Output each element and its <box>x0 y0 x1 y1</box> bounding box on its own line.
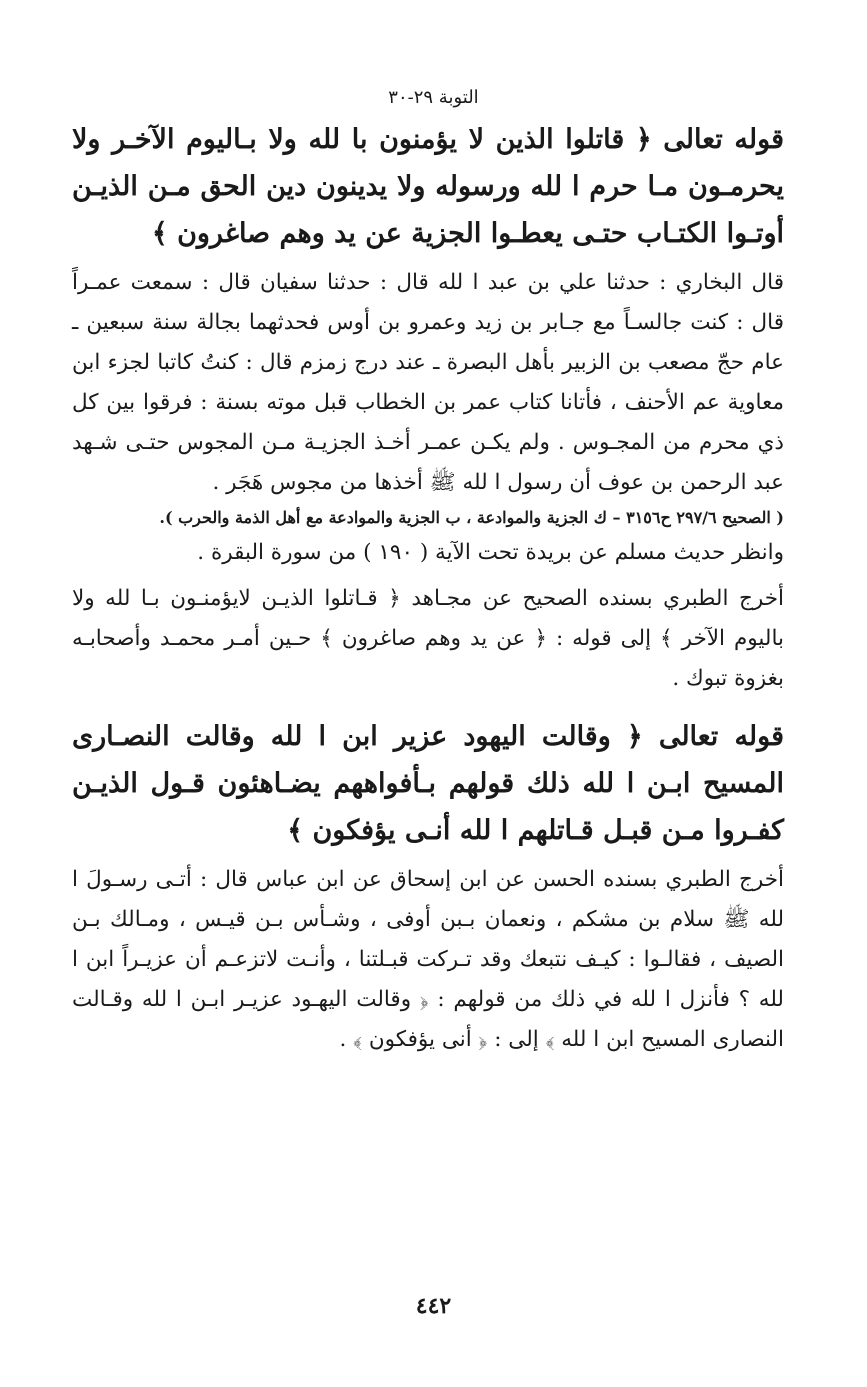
page-content <box>72 116 784 1060</box>
page-header: التوبة ٢٩-٣٠ <box>388 87 479 108</box>
verse-heading-2: قوله تعالى ﴿ وقالت اليهود عزير ابن ا لله وقالت النصـارى المسيح ابـن ا لله ذلك قولهم بـأفواههم يضـاهئون قـول الذيـن كفـروا مـن قبـل قـاتلهم ا لله أنـى يؤفكون ﴾ <box>72 721 784 846</box>
tabari-ibn-abbas-paragraph: أخرج الطبري بسنده الحسن عن ابن إسحاق عن ابن عباس قال : أتـى رسـولَ ا لله ﷺ سلام بن مشكم ، ونعمان بـبن أوفى ، وشـأس بـن قيـس ، ومـالك بـن الصيف ، فقالـوا : كيـف نتبعك وقد تـركت قبـلتنا ، وأنـت لاتزعـم أن عزيـراً ابن ا لله ؟ فأنزل ا لله في ذلك من قولهم : ﴿ وقالت اليهـود عزيـر ابـن ا لله وقـالت النصارى المسيح ابن ا لله ﴾ إلى : ﴿ أنى يؤفكون ﴾ . <box>72 867 784 1052</box>
page-number: ٤٤٢ <box>415 1293 452 1319</box>
hadith-bukhari-paragraph: قال البخاري : حدثنا علي بن عبد ا لله قال : حدثنا سفيان قال : سمعت عمـراً قال : كنت جالسـاً مع جـابر بن زيد وعمرو بن أوس فحدثهما بجالة سنة سبعين ـ عام حجّ مصعب بن الزبير بأهل البصرة ـ عند درج زمزم قال : كنتُ كاتبا لجزء ابن معاوية عم الأحنف ، فأتانا كتاب عمر بن الخطاب قبل موته بسنة : فرقوا بين كل ذي محرم من المجـوس . ولم يكـن عمـر أخـذ الجزيـة مـن المجوس حتـى شـهد عبد الرحمن بن عوف أن رسول ا لله ﷺ أخذها من مجوس هَجَر . <box>72 270 784 495</box>
verse-heading-1: قوله تعالى ﴿ قاتلوا الذين لا يؤمنون با لله ولا بـاليوم الآخـر ولا يحرمـون مـا حرم ا لله ورسوله ولا يدينون دين الحق مـن الذيـن أوتـوا الكتـاب حتـى يعطـوا الجزية عن يد وهم صاغرون ﴾ <box>72 124 784 249</box>
cross-reference-paragraph: وانظر حديث مسلم عن بريدة تحت الآية ( ١٩٠ ) من سورة البقرة . <box>197 540 784 565</box>
citation-reference: ( الصحيح ٢٩٧/٦ ح٣١٥٦ – ك الجزية والموادعة ، ب الجزية والموادعة مع أهل الذمة والحرب ). <box>159 508 784 527</box>
tabari-mujahid-paragraph: أخرج الطبري بسنده الصحيح عن مجـاهد ﴿ قـاتلوا الذيـن لايؤمنـون بـا لله ولا باليوم الآخر ﴾ إلى قوله : ﴿ عن يد وهم صاغرون ﴾ حـين أمـر محمـد وأصحابـه بغزوة تبوك . <box>72 586 784 691</box>
